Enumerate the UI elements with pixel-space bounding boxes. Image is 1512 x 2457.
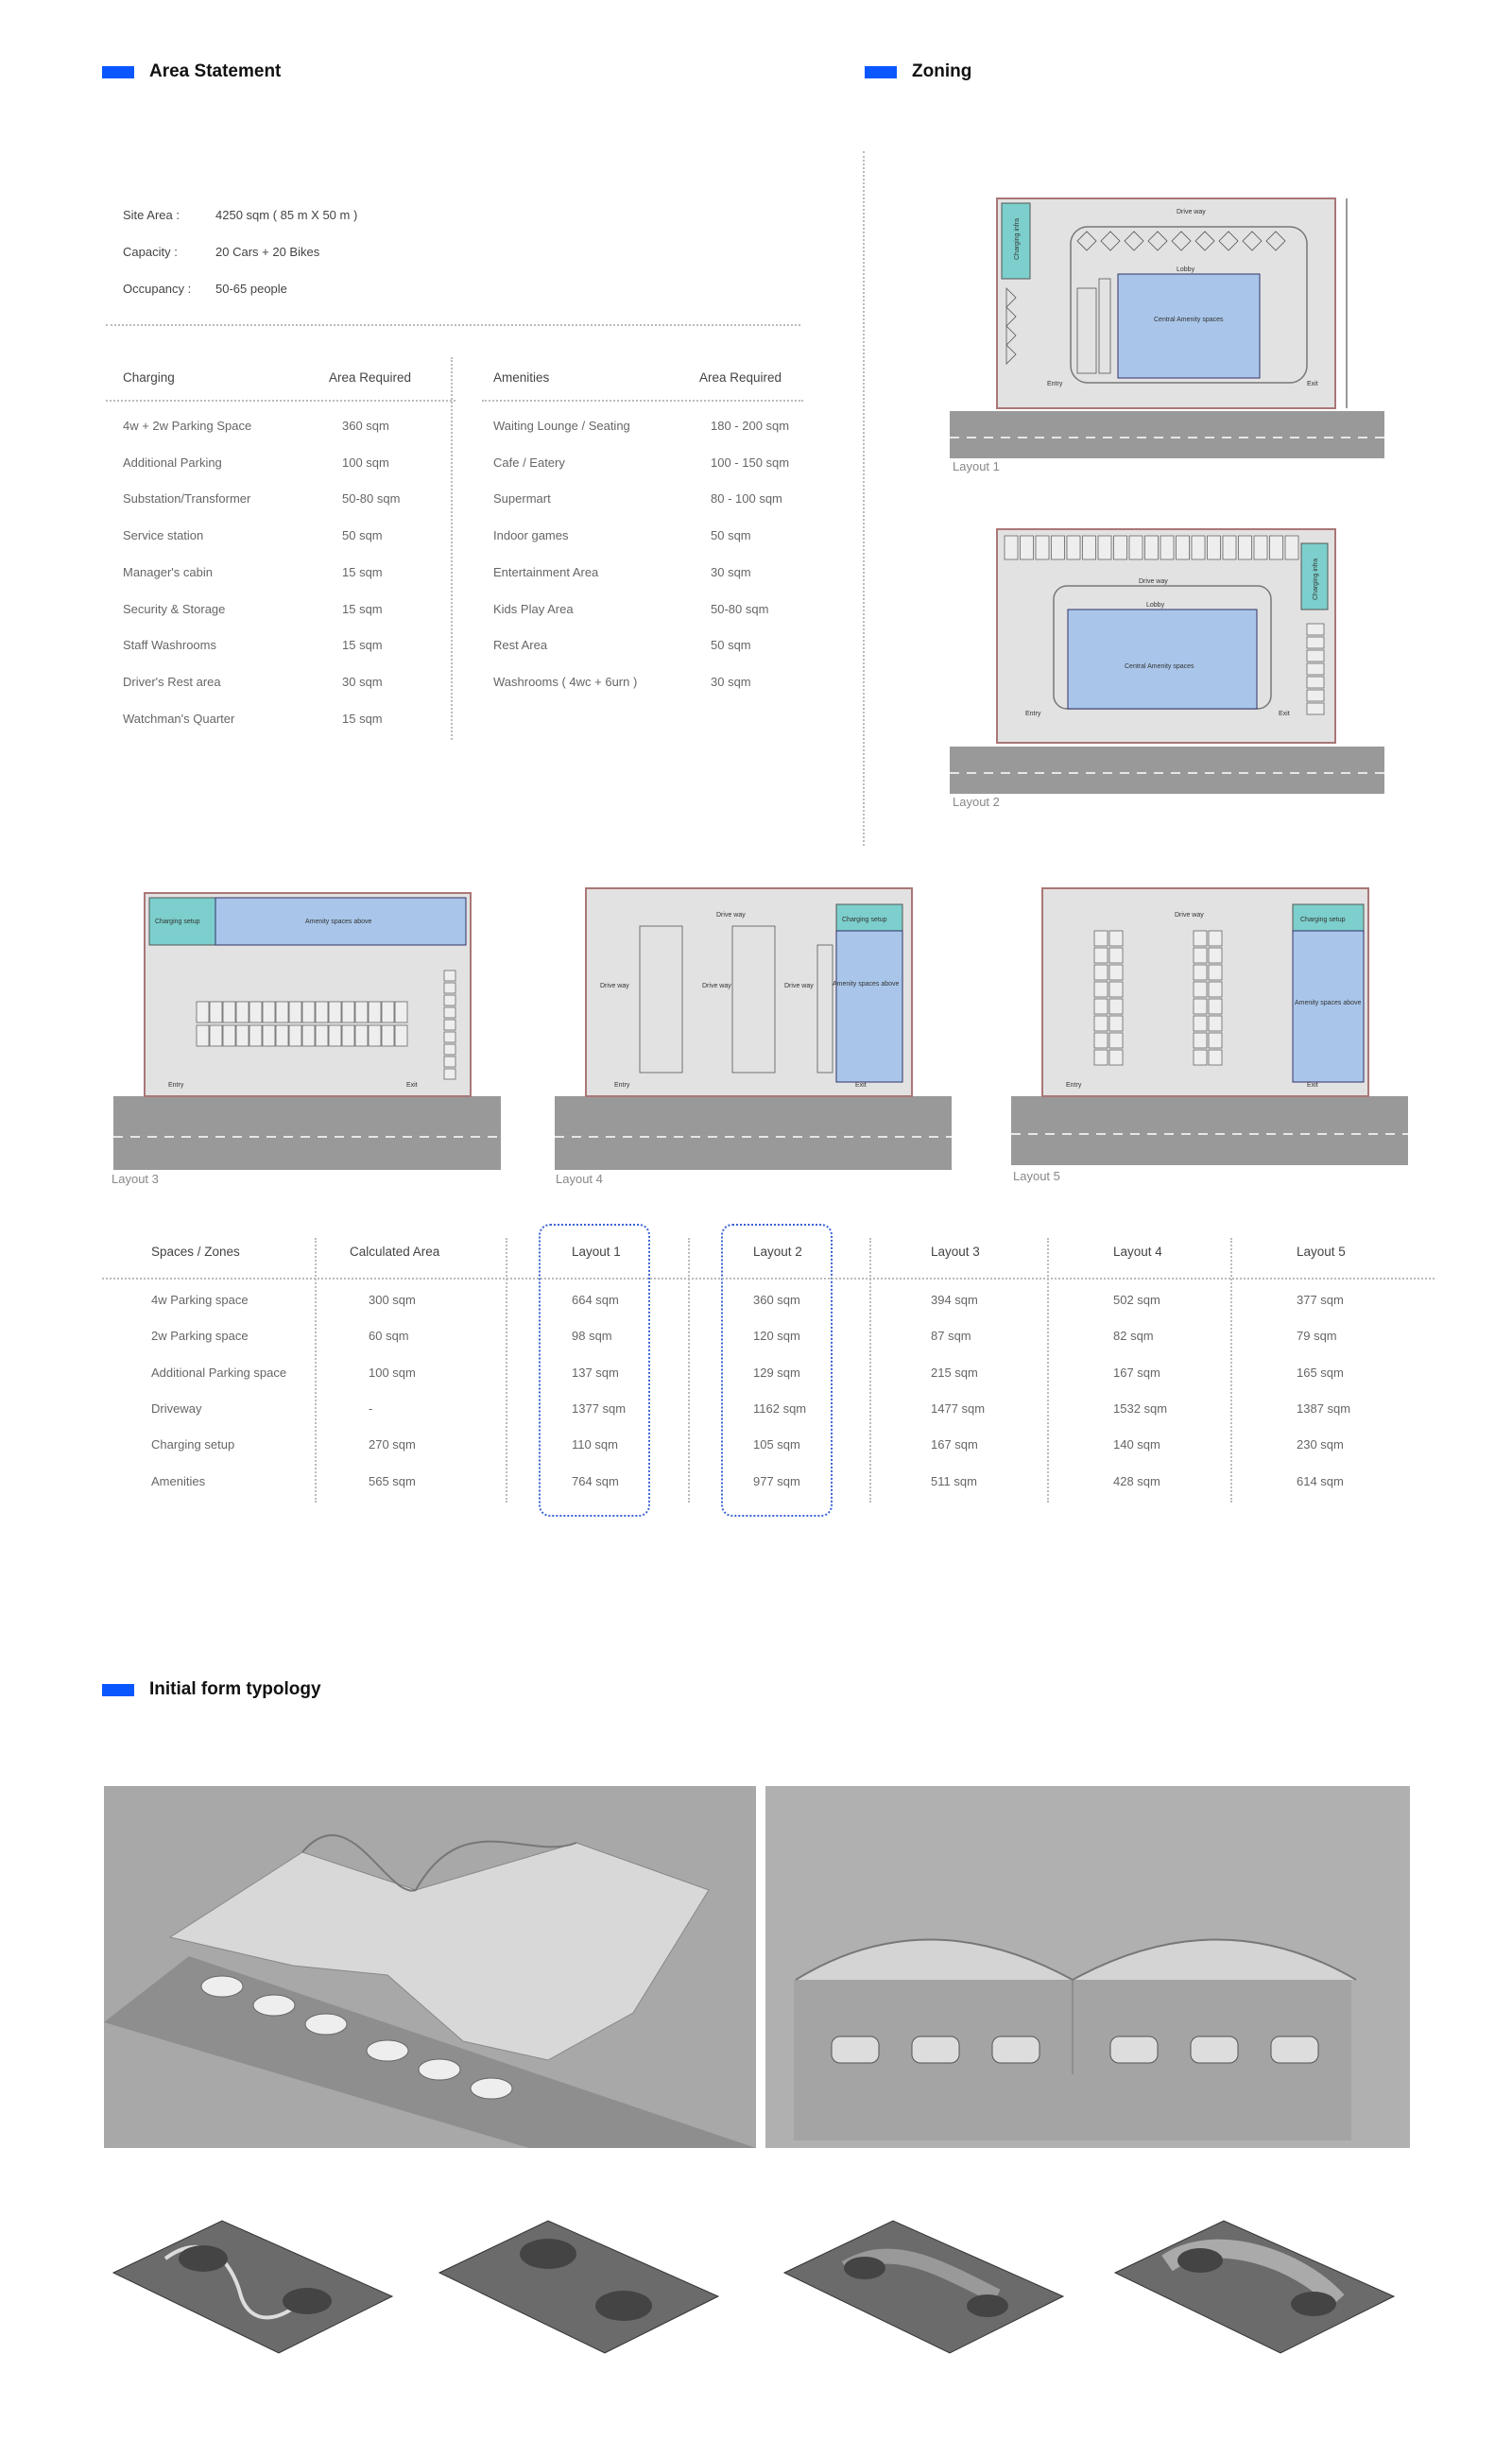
parking-bay — [1021, 536, 1034, 559]
parking-bay — [395, 1025, 407, 1046]
parking-bay — [382, 1002, 394, 1022]
svg-text:Charging setup: Charging setup — [842, 917, 887, 923]
amenity-row-area: 180 - 200 sqm — [711, 419, 790, 433]
amenity-row-area: 30 sqm — [711, 564, 751, 579]
charging-row-label: Manager's cabin — [123, 564, 213, 579]
parking-bay — [1209, 1016, 1222, 1031]
svg-text:Entry: Entry — [1047, 381, 1063, 387]
compare-cell: Driveway — [151, 1400, 202, 1416]
parking-bay — [1109, 965, 1123, 980]
svg-text:Drive way: Drive way — [1175, 912, 1204, 919]
form-variant-4 — [1110, 2202, 1403, 2367]
compare-header: Spaces / Zones — [151, 1245, 240, 1259]
charging-row-label: Driver's Rest area — [123, 674, 221, 689]
parking-bay — [1307, 650, 1324, 662]
parking-bay — [1094, 1033, 1108, 1048]
parking-bay — [1094, 1016, 1108, 1031]
parking-bay — [1194, 1050, 1207, 1065]
parking-bay — [1129, 536, 1143, 559]
parking-bay — [1194, 931, 1207, 946]
compare-header: Calculated Area — [350, 1245, 440, 1259]
canopy-perspective-render — [104, 1786, 756, 2148]
divider-vertical — [863, 151, 865, 846]
parking-bay — [210, 1002, 222, 1022]
road — [113, 1096, 501, 1170]
parking-bay — [342, 1002, 354, 1022]
road — [950, 747, 1384, 794]
parking-bay — [1067, 536, 1080, 559]
parking-bay — [249, 1025, 262, 1046]
layout-2-caption: Layout 2 — [953, 795, 1000, 809]
parking-bay — [329, 1025, 341, 1046]
compare-cell: - — [369, 1400, 373, 1416]
parking-bay — [1094, 931, 1108, 946]
parking-bay — [369, 1025, 381, 1046]
charging-row-area: 50 sqm — [342, 528, 383, 543]
parking-bay — [302, 1002, 315, 1022]
amenity-zone — [1293, 931, 1364, 1082]
parking-bay — [1254, 536, 1267, 559]
parking-bay — [1109, 1033, 1123, 1048]
compare-cell: 2w Parking space — [151, 1329, 249, 1344]
amenity-row-label: Rest Area — [493, 638, 548, 653]
divider-vertical — [451, 357, 453, 740]
parking-bay — [444, 1032, 455, 1042]
parking-bay — [1307, 703, 1324, 714]
charging-row-label: Security & Storage — [123, 601, 226, 616]
compare-cell: 764 sqm — [572, 1473, 619, 1488]
parking-bay — [1083, 536, 1096, 559]
parking-bay — [355, 1002, 368, 1022]
compare-cell: 360 sqm — [753, 1293, 800, 1307]
charging-row-area: 100 sqm — [342, 455, 389, 470]
compare-cell: 502 sqm — [1113, 1293, 1160, 1307]
parking-bay — [395, 1002, 407, 1022]
compare-cell: 1477 sqm — [931, 1400, 986, 1416]
parking-bay — [382, 1025, 394, 1046]
svg-text:Lobby: Lobby — [1177, 266, 1195, 273]
svg-text:Amenity spaces above: Amenity spaces above — [305, 919, 372, 925]
charging-row-area: 50-80 sqm — [342, 491, 401, 507]
parking-bay — [1209, 931, 1222, 946]
parking-bay — [263, 1025, 275, 1046]
parking-bay — [444, 1007, 455, 1018]
compare-cell: 428 sqm — [1113, 1473, 1160, 1488]
parking-bay — [197, 1025, 209, 1046]
parking-bay — [444, 995, 455, 1005]
compare-cell: 98 sqm — [572, 1329, 612, 1344]
divider — [106, 324, 800, 326]
layout-3-plan — [112, 884, 508, 1172]
parking-bay — [1223, 536, 1236, 559]
svg-text:Entry: Entry — [168, 1082, 184, 1089]
parking-bay — [1114, 536, 1127, 559]
parking-bay — [223, 1002, 235, 1022]
parking-bay — [1052, 536, 1065, 559]
amenity-row-area: 50 sqm — [711, 528, 751, 543]
road — [555, 1096, 952, 1170]
charging-area-header: Area Required — [329, 370, 412, 385]
parking-bay — [1239, 536, 1252, 559]
svg-text:Central Amenity spaces: Central Amenity spaces — [1154, 317, 1224, 323]
svg-text:Exit: Exit — [855, 1082, 867, 1089]
parking-bay — [1109, 1050, 1123, 1065]
charging-row-label: Substation/Transformer — [123, 491, 251, 507]
svg-text:Exit: Exit — [1307, 1082, 1318, 1089]
compare-header: Layout 1 — [572, 1245, 621, 1259]
section-title-area: Area Statement — [102, 61, 281, 82]
charging-row-label: Watchman's Quarter — [123, 711, 235, 726]
compare-cell: 300 sqm — [369, 1293, 416, 1307]
parking-bay — [1160, 536, 1174, 559]
parking-bay — [197, 1002, 209, 1022]
layout-1-caption: Layout 1 — [953, 459, 1000, 473]
amenity-row-label: Indoor games — [493, 528, 569, 543]
svg-text:Entry: Entry — [614, 1082, 630, 1089]
section-marker — [865, 66, 897, 78]
charging-row-area: 15 sqm — [342, 601, 383, 616]
parking-bay — [1209, 982, 1222, 997]
compare-cell: 165 sqm — [1297, 1365, 1344, 1380]
form-variant-1 — [109, 2202, 402, 2367]
parking-bay — [1109, 931, 1123, 946]
compare-cell: 100 sqm — [369, 1365, 416, 1380]
amenities-header: Amenities — [493, 370, 550, 385]
compare-cell: 614 sqm — [1297, 1473, 1344, 1488]
section-title-zoning: Zoning — [865, 61, 971, 82]
canopy-elevation-render — [765, 1786, 1410, 2148]
section-marker — [102, 66, 134, 78]
parking-bay — [444, 983, 455, 993]
section-marker — [102, 1684, 134, 1696]
compare-cell: 394 sqm — [931, 1293, 978, 1307]
compare-cell: 137 sqm — [572, 1365, 619, 1380]
compare-cell: 87 sqm — [931, 1329, 971, 1344]
charging-row-label: Additional Parking — [123, 455, 222, 470]
charging-row-area: 30 sqm — [342, 674, 383, 689]
parking-bay — [1094, 982, 1108, 997]
parking-bay — [1098, 536, 1111, 559]
parking-bay — [263, 1002, 275, 1022]
compare-cell: 60 sqm — [369, 1329, 409, 1344]
compare-cell: 1532 sqm — [1113, 1400, 1168, 1416]
charging-row-area: 15 sqm — [342, 638, 383, 653]
amenity-row-area: 80 - 100 sqm — [711, 491, 782, 507]
svg-text:Charging setup: Charging setup — [155, 919, 200, 925]
parking-bay — [1109, 1016, 1123, 1031]
svg-text:Lobby: Lobby — [1146, 602, 1165, 609]
parking-bay — [1094, 948, 1108, 963]
svg-text:Entry: Entry — [1066, 1082, 1082, 1089]
parking-bay — [1109, 982, 1123, 997]
amenity-row-label: Supermart — [493, 491, 551, 507]
compare-cell: 377 sqm — [1297, 1293, 1344, 1307]
compare-cell: 565 sqm — [369, 1473, 416, 1488]
parking-bay — [329, 1002, 341, 1022]
parking-bay — [1192, 536, 1205, 559]
svg-text:Charging setup: Charging setup — [1300, 917, 1346, 923]
compare-cell: 1162 sqm — [753, 1400, 807, 1416]
layout-5-caption: Layout 5 — [1013, 1169, 1060, 1183]
parking-bay — [444, 1069, 455, 1079]
amenity-row-label: Waiting Lounge / Seating — [493, 419, 630, 433]
layout-3-caption: Layout 3 — [112, 1172, 159, 1186]
compare-cell: 105 sqm — [753, 1437, 800, 1452]
parking-bay — [1005, 536, 1018, 559]
svg-text:Drive way: Drive way — [716, 912, 746, 919]
svg-text:Drive way: Drive way — [1177, 209, 1206, 215]
parking-bay — [1094, 1050, 1108, 1065]
occupancy-row: Occupancy : 50-65 people — [123, 282, 287, 296]
layout-2-plan — [950, 524, 1389, 794]
amenity-row-label: Entertainment Area — [493, 564, 599, 579]
parking-bay — [1194, 982, 1207, 997]
parking-bay — [1194, 1016, 1207, 1031]
capacity-row: Capacity : 20 Cars + 20 Bikes — [123, 245, 320, 259]
charging-row-label: Staff Washrooms — [123, 638, 216, 653]
amenity-row-area: 50 sqm — [711, 638, 751, 653]
compare-cell: 511 sqm — [931, 1473, 977, 1488]
layout-4-caption: Layout 4 — [556, 1172, 603, 1186]
parking-bay — [302, 1025, 315, 1046]
charging-row-area: 360 sqm — [342, 419, 389, 433]
compare-cell: 664 sqm — [572, 1293, 619, 1307]
parking-bay — [249, 1002, 262, 1022]
amenity-row-label: Cafe / Eatery — [493, 455, 565, 470]
compare-cell: Charging setup — [151, 1437, 235, 1452]
amenity-row-area: 100 - 150 sqm — [711, 455, 790, 470]
compare-cell: 120 sqm — [753, 1329, 800, 1344]
compare-header: Layout 2 — [753, 1245, 802, 1259]
compare-cell: 167 sqm — [931, 1437, 978, 1452]
divider — [102, 1278, 1435, 1280]
road — [950, 411, 1384, 458]
parking-bay — [444, 1057, 455, 1067]
compare-cell: 79 sqm — [1297, 1329, 1337, 1344]
compare-cell: 1387 sqm — [1297, 1400, 1351, 1416]
compare-cell: Amenities — [151, 1473, 206, 1488]
road — [1011, 1096, 1408, 1165]
parking-bay — [289, 1002, 301, 1022]
svg-text:Amenity spaces above: Amenity spaces above — [1295, 1000, 1362, 1006]
svg-text:Drive way: Drive way — [702, 983, 731, 989]
compare-cell: 270 sqm — [369, 1437, 416, 1452]
charging-header: Charging — [123, 370, 175, 385]
compare-cell: 167 sqm — [1113, 1365, 1160, 1380]
svg-text:Entry: Entry — [1025, 711, 1041, 717]
compare-cell: 140 sqm — [1113, 1437, 1160, 1452]
parking-bay — [342, 1025, 354, 1046]
form-variant-3 — [780, 2202, 1073, 2367]
parking-bay — [316, 1002, 328, 1022]
parking-bay — [289, 1025, 301, 1046]
parking-bay — [236, 1025, 249, 1046]
svg-text:Drive way: Drive way — [784, 983, 814, 989]
layout-4-plan — [553, 884, 954, 1172]
compare-cell: 215 sqm — [931, 1365, 978, 1380]
parking-bay — [1145, 536, 1159, 559]
parking-bay — [1209, 1050, 1222, 1065]
parking-bay — [1194, 965, 1207, 980]
parking-bay — [1307, 637, 1324, 648]
amenity-row-label: Washrooms ( 4wc + 6urn ) — [493, 674, 638, 689]
svg-text:Amenity spaces above: Amenity spaces above — [833, 981, 900, 988]
parking-bay — [369, 1002, 381, 1022]
svg-text:Drive way: Drive way — [600, 983, 629, 989]
compare-header: Layout 5 — [1297, 1245, 1346, 1259]
svg-text:Exit: Exit — [1279, 711, 1290, 717]
compare-cell: Additional Parking space — [151, 1365, 287, 1380]
parking-bay — [1307, 624, 1324, 635]
svg-text:Central Amenity spaces: Central Amenity spaces — [1125, 663, 1194, 670]
charging-row-area: 15 sqm — [342, 564, 383, 579]
compare-cell: 1377 sqm — [572, 1400, 627, 1416]
layout-5-plan — [1009, 884, 1411, 1167]
svg-text:Drive way: Drive way — [1139, 578, 1168, 585]
compare-cell: 82 sqm — [1113, 1329, 1154, 1344]
parking-bay — [444, 1020, 455, 1030]
parking-bay — [1307, 690, 1324, 701]
charging-row-area: 15 sqm — [342, 711, 383, 726]
compare-header: Layout 4 — [1113, 1245, 1162, 1259]
parking-bay — [1270, 536, 1283, 559]
amenity-zone — [836, 931, 902, 1082]
parking-bay — [210, 1025, 222, 1046]
compare-cell: 129 sqm — [753, 1365, 800, 1380]
parking-bay — [1209, 999, 1222, 1014]
central-amenity — [1068, 610, 1257, 709]
compare-header: Layout 3 — [931, 1245, 980, 1259]
parking-bay — [1109, 999, 1123, 1014]
parking-bay — [1194, 999, 1207, 1014]
parking-bay — [1208, 536, 1221, 559]
parking-bay — [1177, 536, 1190, 559]
parking-bay — [1285, 536, 1298, 559]
parking-bay — [276, 1002, 288, 1022]
parking-bay — [444, 1044, 455, 1055]
amenities-area-header: Area Required — [699, 370, 782, 385]
site-area-row: Site Area : 4250 sqm ( 85 m X 50 m ) — [123, 208, 358, 222]
divider — [106, 400, 455, 402]
compare-cell: 4w Parking space — [151, 1293, 249, 1307]
parking-bay — [1209, 965, 1222, 980]
charging-row-label: Service station — [123, 528, 204, 543]
parking-bay — [1194, 1033, 1207, 1048]
amenity-row-area: 50-80 sqm — [711, 601, 769, 616]
layout-1-plan — [950, 194, 1389, 458]
svg-text:Exit: Exit — [1307, 381, 1318, 387]
parking-bay — [1209, 948, 1222, 963]
parking-bay — [1036, 536, 1049, 559]
svg-text:Charging infra: Charging infra — [1014, 218, 1021, 260]
parking-bay — [1094, 965, 1108, 980]
parking-bay — [1094, 999, 1108, 1014]
parking-bay — [316, 1025, 328, 1046]
charging-row-label: 4w + 2w Parking Space — [123, 419, 252, 433]
parking-bay — [276, 1025, 288, 1046]
compare-cell: 977 sqm — [753, 1473, 800, 1488]
parking-bay — [223, 1025, 235, 1046]
form-variant-2 — [435, 2202, 728, 2367]
parking-bay — [1307, 677, 1324, 688]
parking-bay — [444, 971, 455, 981]
parking-bay — [236, 1002, 249, 1022]
compare-cell: 110 sqm — [572, 1437, 618, 1452]
parking-bay — [355, 1025, 368, 1046]
parking-bay — [1109, 948, 1123, 963]
svg-text:Exit: Exit — [406, 1082, 418, 1089]
central-amenity — [1118, 274, 1260, 378]
amenity-row-area: 30 sqm — [711, 674, 751, 689]
section-title-form: Initial form typology — [102, 1679, 321, 1700]
amenity-row-label: Kids Play Area — [493, 601, 574, 616]
divider — [482, 400, 803, 402]
svg-text:Charging infra: Charging infra — [1313, 558, 1319, 600]
compare-cell: 230 sqm — [1297, 1437, 1344, 1452]
parking-bay — [1209, 1033, 1222, 1048]
parking-bay — [1307, 663, 1324, 675]
parking-bay — [1194, 948, 1207, 963]
